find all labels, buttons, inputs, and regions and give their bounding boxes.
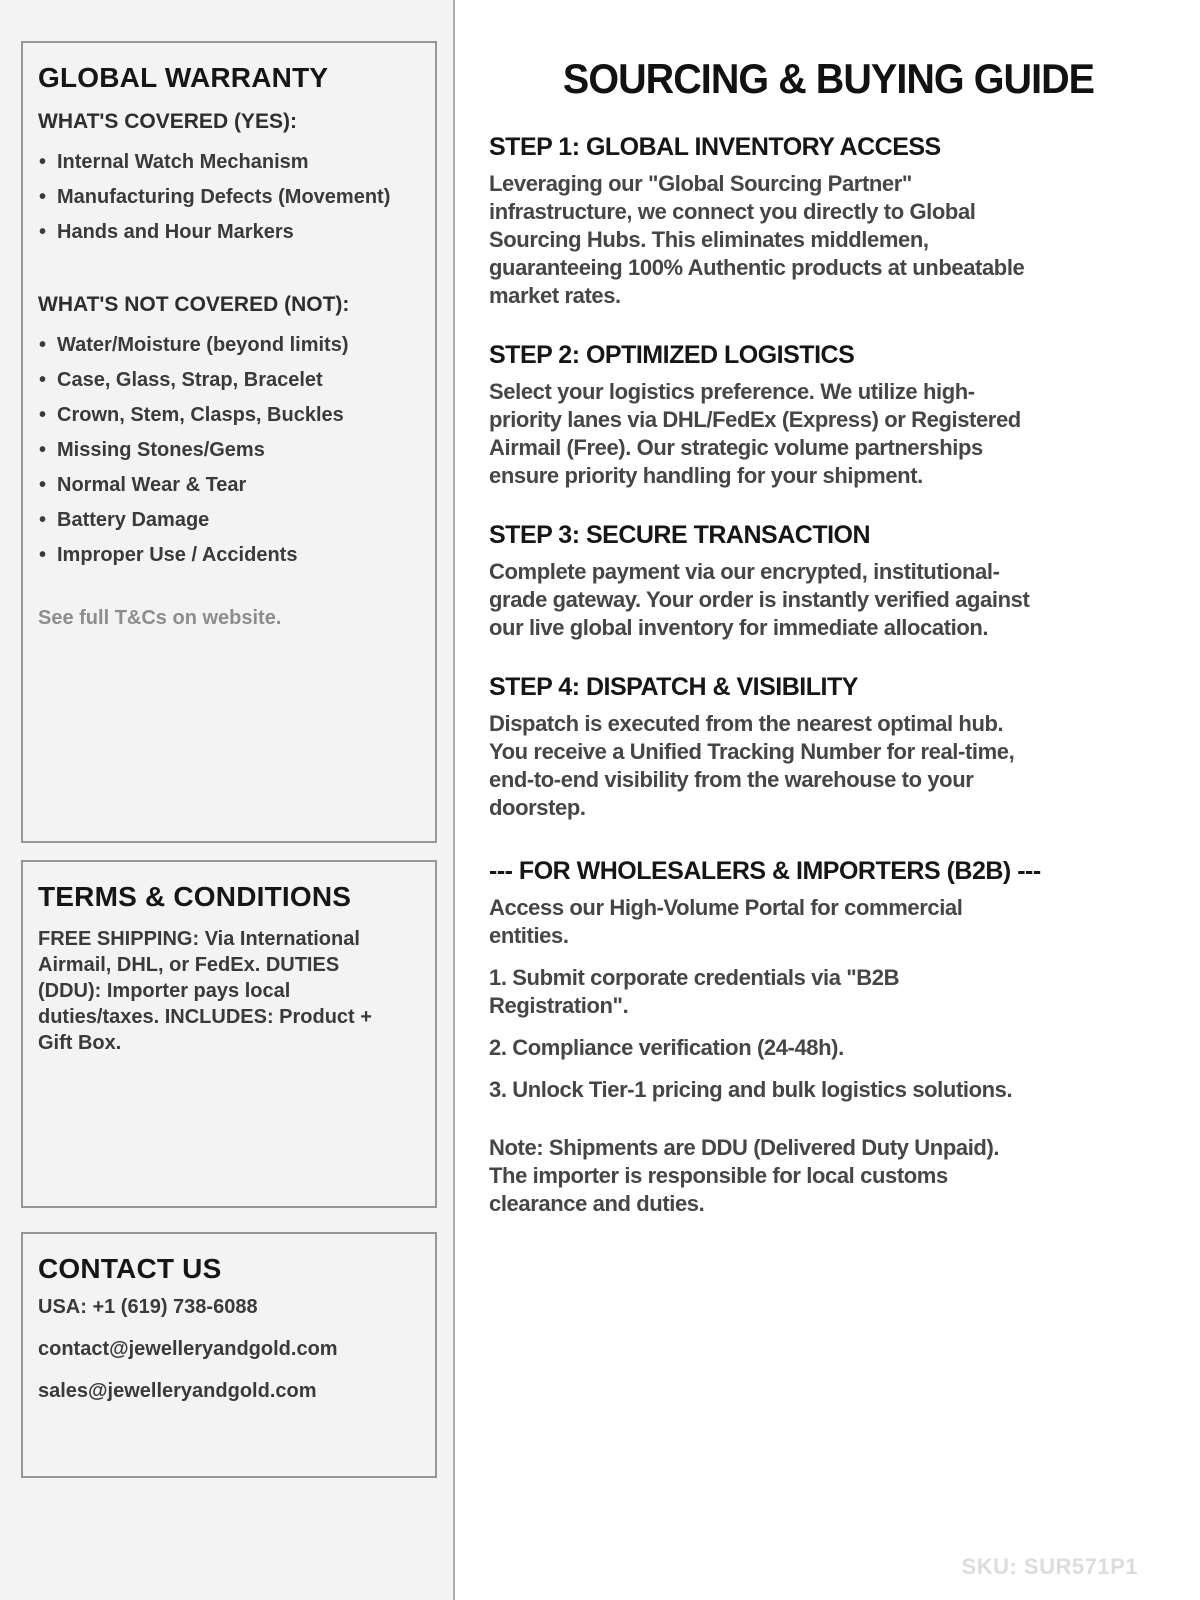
page-title: SOURCING & BUYING GUIDE bbox=[562, 55, 1095, 102]
b2b-step-2: 2. Compliance verification (24-48h). bbox=[489, 1035, 844, 1060]
step-4-body: Dispatch is executed from the nearest optimal hub. You receive a Unified Tracking Number for real-time, end-to-end visibility from the warehouse to your doorstep. bbox=[489, 711, 1015, 820]
not-covered-item: • Case, Glass, Strap, Bracelet bbox=[38, 363, 419, 398]
contact-title: CONTACT US bbox=[38, 1253, 222, 1284]
main-content bbox=[457, 0, 1200, 1600]
step-2-heading: STEP 2: OPTIMIZED LOGISTICS bbox=[489, 341, 855, 369]
contact-email-sales: sales@jewelleryandgold.com bbox=[38, 1380, 317, 1402]
not-covered-item: • Improper Use / Accidents bbox=[38, 538, 419, 573]
b2b-step-3: 3. Unlock Tier-1 pricing and bulk logistics solutions. bbox=[489, 1077, 1013, 1102]
not-covered-heading: WHAT'S NOT COVERED (NOT): bbox=[38, 293, 350, 316]
sku-label: SKU: SUR571P1 bbox=[961, 1554, 1138, 1579]
step-4-section bbox=[489, 672, 1160, 822]
covered-list bbox=[38, 145, 419, 250]
terms-title: TERMS & CONDITIONS bbox=[38, 881, 352, 912]
step-3-section bbox=[489, 520, 1160, 642]
contact-phone: USA: +1 (619) 738-6088 bbox=[38, 1296, 258, 1318]
sidebar bbox=[0, 0, 455, 1600]
guide-content bbox=[457, 132, 1200, 1218]
covered-item: • Internal Watch Mechanism bbox=[38, 145, 419, 180]
not-covered-list bbox=[38, 328, 419, 573]
contact-email-primary: contact@jewelleryandgold.com bbox=[38, 1338, 338, 1360]
step-1-body: Leveraging our "Global Sourcing Partner" infrastructure, we connect you directly to Global Sourcing Hubs. This eliminates middlemen, guaranteeing 100% Authentic products at unbeatable market rates. bbox=[489, 171, 1025, 308]
warranty-footnote: See full T&Cs on website. bbox=[38, 607, 282, 629]
covered-heading: WHAT'S COVERED (YES): bbox=[38, 110, 297, 133]
b2b-step-1: 1. Submit corporate credentials via "B2B Registration". bbox=[489, 965, 900, 1018]
step-2-section bbox=[489, 340, 1160, 490]
covered-item: • Manufacturing Defects (Movement) bbox=[38, 180, 419, 215]
not-covered-item: • Water/Moisture (beyond limits) bbox=[38, 328, 419, 363]
not-covered-item: • Battery Damage bbox=[38, 503, 419, 538]
terms-body: FREE SHIPPING: Via International Airmail, DHL, or FedEx. DUTIES (DDU): Importer pays local duties/taxes. INCLUDES: Product + Gift Box. bbox=[38, 928, 372, 1054]
warranty-title: GLOBAL WARRANTY bbox=[38, 62, 329, 93]
b2b-intro: Access our High-Volume Portal for commercial entities. bbox=[489, 895, 963, 948]
step-4-heading: STEP 4: DISPATCH & VISIBILITY bbox=[489, 673, 858, 701]
contact-box bbox=[21, 1232, 437, 1478]
terms-box bbox=[21, 860, 437, 1208]
not-covered-item: • Missing Stones/Gems bbox=[38, 433, 419, 468]
step-2-body: Select your logistics preference. We utilize high-priority lanes via DHL/FedEx (Express) or Registered Airmail (Free). Our strategic volume partnerships ensure priority handling for your shipment. bbox=[489, 379, 1021, 488]
step-3-heading: STEP 3: SECURE TRANSACTION bbox=[489, 521, 871, 549]
global-warranty-box bbox=[21, 41, 437, 843]
not-covered-item: • Crown, Stem, Clasps, Buckles bbox=[38, 398, 419, 433]
b2b-heading: --- FOR WHOLESALERS & IMPORTERS (B2B) --- bbox=[489, 857, 1041, 885]
b2b-section bbox=[489, 856, 1160, 1218]
b2b-ddu-note: Note: Shipments are DDU (Delivered Duty Unpaid). The importer is responsible for local customs clearance and duties. bbox=[489, 1135, 1000, 1216]
step-1-heading: STEP 1: GLOBAL INVENTORY ACCESS bbox=[489, 133, 941, 161]
not-covered-item: • Normal Wear & Tear bbox=[38, 468, 419, 503]
step-3-body: Complete payment via our encrypted, institutional-grade gateway. Your order is instantly verified against our live global inventory for immediate allocation. bbox=[489, 559, 1030, 640]
covered-item: • Hands and Hour Markers bbox=[38, 215, 419, 250]
step-1-section bbox=[489, 132, 1160, 310]
